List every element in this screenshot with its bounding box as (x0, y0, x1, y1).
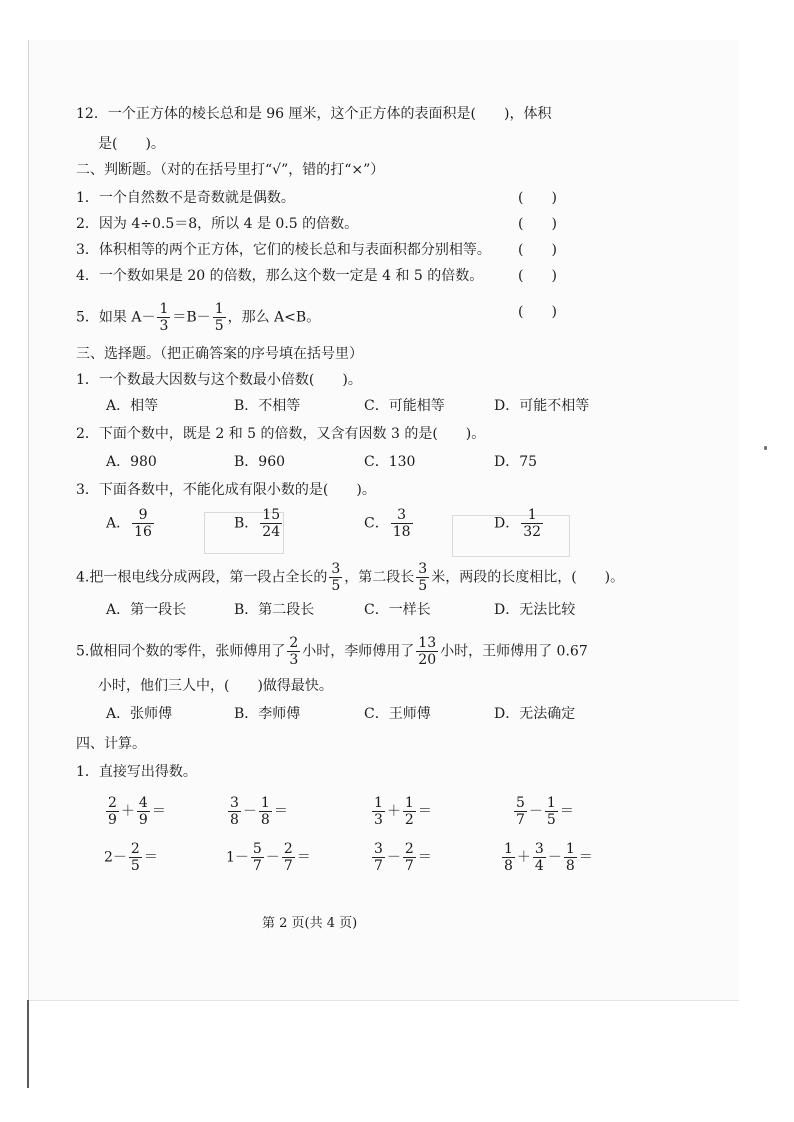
judge-item-3: 3．体积相等的两个正方体，它们的棱长总和与表面积都分别相等。 (76, 242, 491, 258)
fraction: $\frac{1}{2}$ (404, 795, 414, 828)
fraction: $\frac{2}{5}$ (130, 841, 140, 874)
choice-q5-line2: 小时，他们三人中，( )做得最快。 (98, 678, 333, 694)
judge-item-5 (76, 302, 320, 333)
q5-option-b[interactable]: B．李师傅 (234, 706, 301, 722)
judge-answer-1[interactable]: ( ) (518, 190, 557, 206)
q4-option-c[interactable]: C．一样长 (364, 602, 431, 618)
q4-option-b[interactable]: B．第二段长 (234, 602, 315, 618)
calc-item: $\frac{3}{7}$ － $\frac{2}{7}$ ＝ (374, 841, 432, 874)
fraction: $\frac{3}{5}$ (331, 561, 341, 594)
choice-q5-line1: 5.做相同个数的零件，张师傅用了 $\frac{2}{3}$ 小时，李师傅用了 $\frac{13}{20}$ 小时，王师傅用了 0.67 (76, 635, 588, 668)
fraction: $\frac{4}{9}$ (138, 795, 148, 828)
fraction: $\frac{1}{5}$ (546, 795, 556, 828)
fraction: $\frac{2}{9}$ (108, 795, 117, 828)
fraction: $\frac{3}{4}$ (534, 841, 544, 874)
q2-option-b[interactable]: B．960 (234, 454, 286, 470)
q3-option-a[interactable]: A． $\frac{9}{16}$ (106, 507, 152, 540)
q4-option-d[interactable]: D．无法比较 (494, 602, 576, 618)
choice-q3: 3．下面各数中，不能化成有限小数的是( )。 (76, 482, 376, 498)
calc-item: 2－ $\frac{2}{5}$ ＝ (104, 841, 158, 874)
judge-answer-2[interactable]: ( ) (518, 216, 557, 232)
fraction: $\frac{9}{16}$ (134, 507, 152, 540)
judge-item-2: 2．因为 4÷0.5＝8，所以 4 是 0.5 的倍数。 (76, 216, 359, 232)
section4-sub1: 1．直接写出得数。 (76, 764, 197, 780)
choice-q1: 1．一个数最大因数与这个数最小倍数( )。 (76, 372, 362, 388)
judge5-mid: ＝B－ (172, 309, 211, 326)
fraction: $\frac{3}{5}$ (418, 561, 428, 594)
q2-option-c[interactable]: C．130 (364, 454, 416, 470)
q2-option-d[interactable]: D．75 (494, 454, 538, 470)
choice-q2: 2．下面个数中，既是 2 和 5 的倍数，又含有因数 3 的是( )。 (76, 426, 486, 442)
calc-item: $\frac{1}{3}$ ＋ $\frac{1}{2}$ ＝ (374, 795, 432, 828)
fraction: $\frac{1}{8}$ (565, 841, 575, 874)
q3-option-b[interactable]: B． $\frac{15}{24}$ (234, 507, 281, 540)
q5-option-a[interactable]: A．张师傅 (106, 706, 173, 722)
fraction: $\frac{3}{8}$ (230, 795, 239, 828)
q5-option-d[interactable]: D．无法确定 (494, 706, 576, 722)
judge-item-1: 1．一个自然数不是奇数就是偶数。 (76, 190, 295, 206)
fraction: $\frac{5}{7}$ (252, 841, 262, 874)
q3-option-c[interactable]: C． $\frac{3}{18}$ (364, 507, 411, 540)
section3-title: 三、选择题。（把正确答案的序号填在括号里） (76, 346, 363, 362)
q12-line2: 是( )。 (98, 136, 165, 152)
scan-speck (764, 446, 767, 450)
q1-option-c[interactable]: C．可能相等 (364, 398, 445, 414)
fraction: $\frac{2}{7}$ (404, 841, 414, 874)
judge-answer-4[interactable]: ( ) (518, 268, 557, 284)
page-footer: 第 2 页(共 4 页) (262, 916, 358, 931)
fraction: $\frac{2}{7}$ (283, 841, 293, 874)
q2-option-a[interactable]: A．980 (106, 454, 157, 470)
q1-option-b[interactable]: B．不相等 (234, 398, 301, 414)
fraction: $\frac{1}{32}$ (523, 507, 542, 540)
calc-item: $\frac{1}{8}$ ＋ $\frac{3}{4}$ － $\frac{1}{8}$ ＝ (504, 841, 593, 874)
scan-edge-line (27, 1000, 29, 1088)
judge5-suffix: ，那么 A<B。 (227, 309, 321, 326)
q3-option-d[interactable]: D． $\frac{1}{32}$ (494, 507, 542, 540)
fraction: $\frac{1}{8}$ (504, 841, 513, 874)
fraction: $\frac{1}{8}$ (260, 795, 270, 828)
q1-option-d[interactable]: D．可能不相等 (494, 398, 590, 414)
fraction: $\frac{1}{5}$ (214, 301, 224, 334)
judge-answer-3[interactable]: ( ) (518, 242, 557, 258)
fraction: $\frac{13}{20}$ (418, 635, 437, 668)
fraction: $\frac{3}{18}$ (392, 507, 411, 540)
q4-option-a[interactable]: A．第一段长 (106, 602, 187, 618)
fraction: $\frac{1}{3}$ (374, 795, 383, 828)
judge-item-4: 4．一个数如果是 20 的倍数，那么这个数一定是 4 和 5 的倍数。 (76, 268, 484, 284)
fraction: $\frac{3}{7}$ (374, 841, 383, 874)
calc-item: 1－ $\frac{5}{7}$ － $\frac{2}{7}$ ＝ (226, 841, 311, 874)
judge5-prefix: 5．如果 A－ (76, 309, 156, 326)
fraction: $\frac{2}{3}$ (289, 635, 299, 668)
judge-answer-5[interactable]: ( ) (518, 304, 557, 320)
calc-item: $\frac{3}{8}$ － $\frac{1}{8}$ ＝ (230, 795, 288, 828)
fraction: $\frac{5}{7}$ (516, 795, 525, 828)
fraction: $\frac{15}{24}$ (262, 507, 281, 540)
choice-q4: 4.把一根电线分成两段，第一段占全长的 $\frac{3}{5}$ ，第二段长 $\frac{3}{5}$ 米，两段的长度相比，( )。 (76, 561, 625, 594)
section2-title: 二、判断题。（对的在括号里打“√”，错的打“×”） (76, 162, 385, 178)
section4-title: 四、计算。 (76, 736, 146, 752)
q1-option-a[interactable]: A．相等 (106, 398, 159, 414)
q12-line1: 12．一个正方体的棱长总和是 96 厘米，这个正方体的表面积是( )，体积 (76, 106, 552, 122)
q5-option-c[interactable]: C．王师傅 (364, 706, 431, 722)
calc-item: $\frac{5}{7}$ － $\frac{1}{5}$ ＝ (516, 795, 574, 828)
fraction: $\frac{1}{3}$ (159, 301, 169, 334)
calc-item: $\frac{2}{9}$ ＋ $\frac{4}{9}$ ＝ (108, 795, 166, 828)
